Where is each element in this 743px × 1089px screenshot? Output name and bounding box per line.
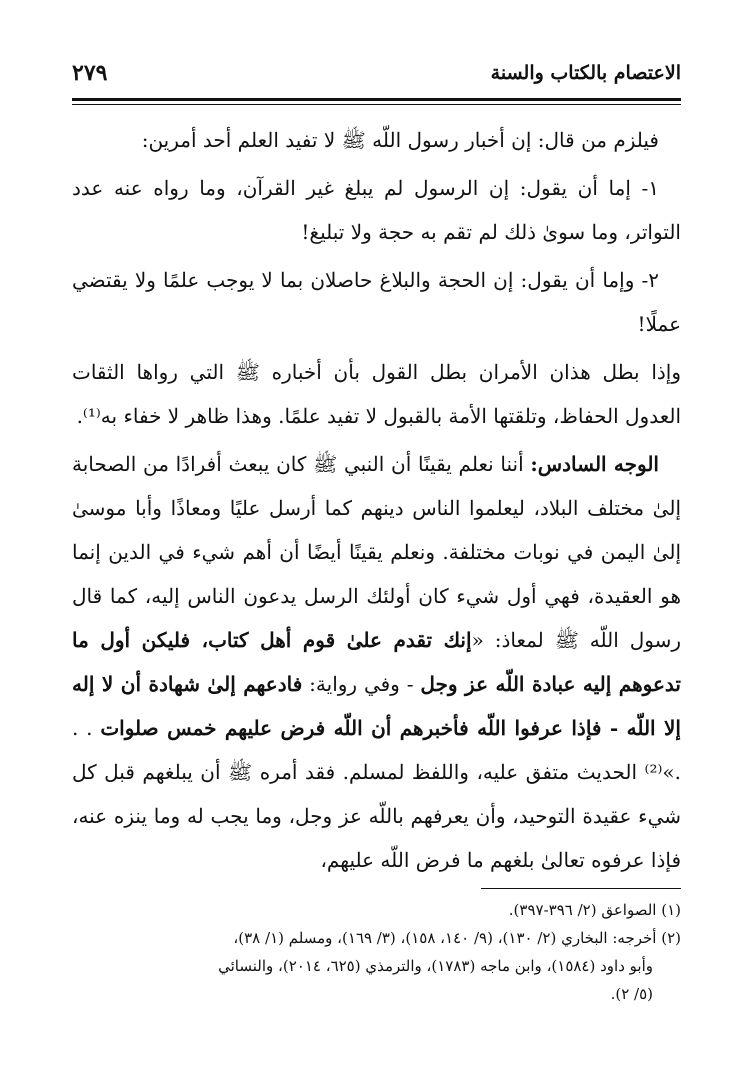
paragraph-3: ٢- وإما أن يقول: إن الحجة والبلاغ حاصلان بما لا يوجب علمًا ولا يقتضي عملًا! xyxy=(72,268,681,336)
paragraph-5 xyxy=(72,442,681,882)
paragraph-2: ١- إما أن يقول: إن الرسول لم يبلغ غير القرآن، وما رواه عنه عدد التواتر، وما سوىٰ ذلك لم تقم به حجة ولا تبليغ! xyxy=(72,176,681,244)
footnote-separator xyxy=(481,888,681,889)
paragraph-5-text-a: أننا نعلم يقينًا أن النبي ﷺ كان يبعث أفرادًا من الصحابة إلىٰ مختلف البلاد، ليعلموا الناس دينهم كما أرسل عليًا ومعاذًا وأبا موسىٰ إلىٰ اليمن في نوبات مختلفة. ونعلم يقينًا أيضًا أن أهم شيء في الدين إنما هو العقيدة، فهي أول شيء كان أولئك الرسل يدعون الناس إليه، كما قال رسول اللّه ﷺ لمعاذ: « xyxy=(72,452,681,652)
paragraph-5-text-b: - وفي رواية: xyxy=(302,672,421,696)
footnote-1: (١) الصواعق (٢/ ٣٩٦-٣٩٧). xyxy=(508,901,681,919)
header-rule-thick xyxy=(72,98,681,101)
header-rule-thin xyxy=(72,104,681,105)
footnote-2-line-3: (٥/ ٢). xyxy=(610,985,653,1003)
page-number: ٢٧٩ xyxy=(72,60,108,86)
hadith-quote-a: إنك تقدم علىٰ قوم أهل كتاب، فليكن أول ما تدعوهم إليه عبادة اللّه عز وجل xyxy=(72,628,681,696)
section-heading: الوجه السادس: xyxy=(530,452,659,476)
hadith-quote-b: فادعهم إلىٰ شهادة أن لا إله إلا اللّه - فإذا عرفوا اللّه فأخبرهم أن اللّه فرض عليهم خمس صلوات xyxy=(72,672,681,740)
footnote-2-line-2: وأبو داود (١٥٨٤)، وابن ماجه (١٧٨٣)، والترمذي (٦٢٥، ٢٠١٤)، والنسائي xyxy=(218,957,653,975)
running-title: الاعتصام بالكتاب والسنة xyxy=(490,62,681,84)
footnote-2-line-1: (٢) أخرجه: البخاري (٢/ ١٣٠)، (٩/ ١٤٠، ١٥٨)، (٣/ ١٦٩)، ومسلم (١/ ٣٨)، xyxy=(233,929,681,947)
paragraph-4: وإذا بطل هذان الأمران بطل القول بأن أخباره ﷺ التي رواها الثقات العدول الحفاظ، وتلقتها الأمة بالقبول لا تفيد علمًا. وهذا ظاهر لا خفاء به⁽¹⁾. xyxy=(72,360,681,428)
footnotes xyxy=(72,896,681,1008)
main-text xyxy=(72,118,681,886)
page-header xyxy=(72,56,681,96)
paragraph-1: فيلزم من قال: إن أخبار رسول اللّه ﷺ لا تفيد العلم أحد أمرين: xyxy=(141,128,659,152)
paragraph-5-text-c: . . .»⁽²⁾ الحديث متفق عليه، واللفظ لمسلم. فقد أمره ﷺ أن يبلغهم قبل كل شيء عقيدة التوحيد، وأن يعرفهم باللّه عز وجل، وما يجب له وما ينزه عنه، فإذا عرفوه تعالىٰ بلغهم ما فرض اللّه عليهم، xyxy=(72,716,681,872)
